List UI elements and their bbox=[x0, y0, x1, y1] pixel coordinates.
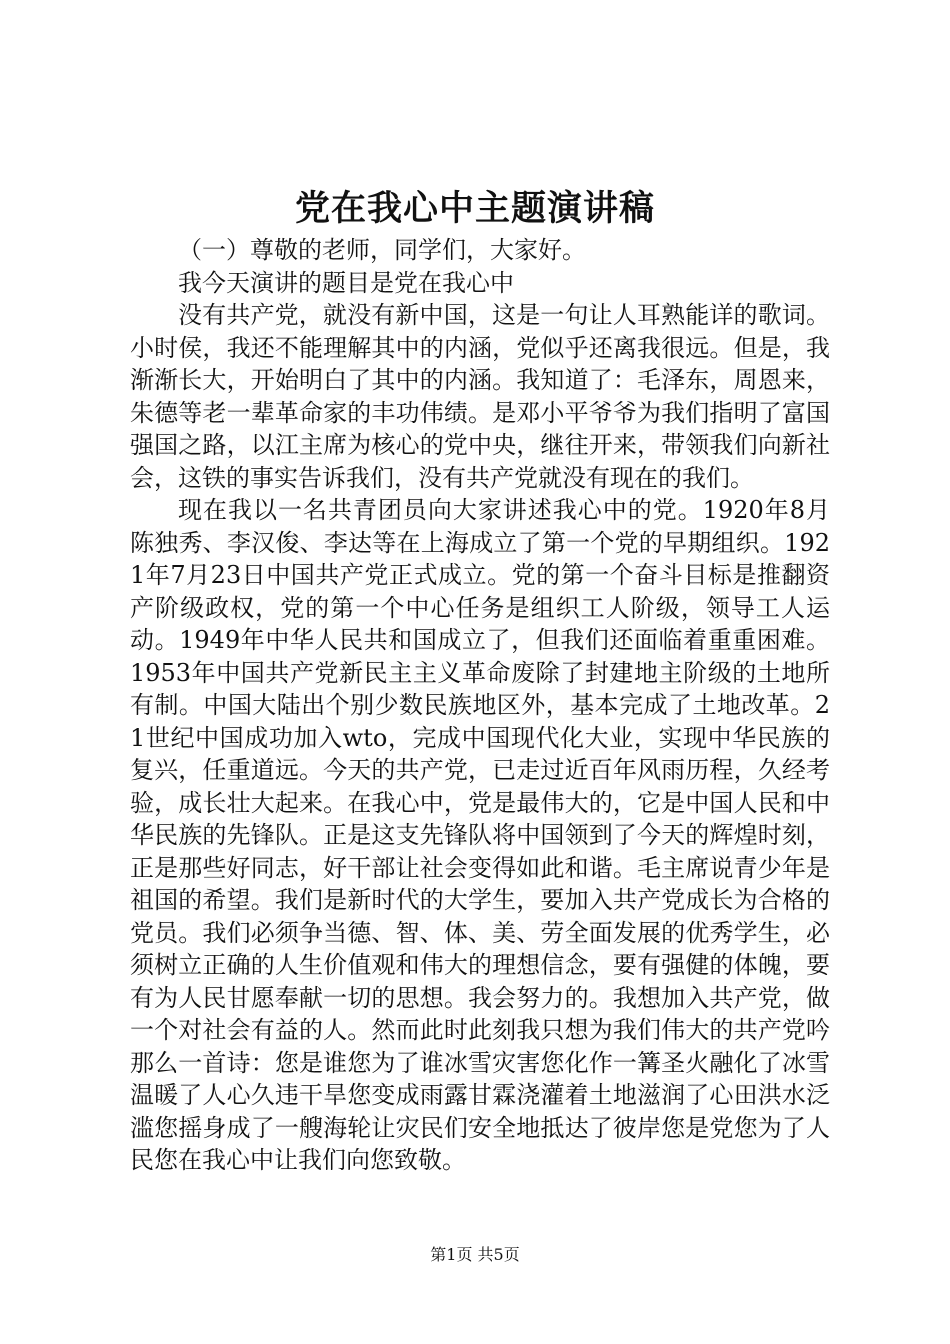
document-title: 党在我心中主题演讲稿 bbox=[294, 188, 655, 229]
document-body bbox=[130, 234, 830, 1177]
topic-paragraph: 我今天演讲的题目是党在我心中 bbox=[178, 268, 514, 297]
body-paragraph-1: 没有共产党，就没有新中国，这是一句让人耳熟能详的歌词。小时侯，我还不能理解其中的内涵，党似乎还离我很远。但是，我渐渐长大，开始明白了其中的内涵。我知道了：毛泽东，周恩来，朱德等老一辈革命家的丰功伟绩。是邓小平爷爷为我们指明了富国强国之路，以江主席为核心的党中央，继往开来，带领我们向新社会，这铁的事实告诉我们，没有共产党就没有现在的我们。 bbox=[130, 301, 830, 492]
body-paragraph-2: 现在我以一名共青团员向大家讲述我心中的党。1920年8月陈独秀、李汉俊、李达等在上海成立了第一个党的早期组织。1921年7月23日中国共产党正式成立。党的第一个奋斗目标是推翻资产阶级政权，党的第一个中心任务是组织工人阶级，领导工人运动。1949年中华人民共和国成立了，但我们还面临着重重困难。1953年中国共产党新民主主义革命废除了封建地主阶级的土地所有制。中国大陆出个别少数民族地区外，基本完成了土地改革。21世纪中国成功加入wto，完成中国现代化大业，实现中华民族的复兴，任重道远。今天的共产党，已走过近百年风雨历程，久经考验，成长壮大起来。在我心中，党是最伟大的，它是中国人民和中华民族的先锋队。正是这支先锋队将中国领到了今天的辉煌时刻，正是那些好同志，好干部让社会变得如此和谐。毛主席说青少年是祖国的希望。我们是新时代的大学生，要加入共产党成长为合格的党员。我们必须争当德、智、体、美、劳全面发展的优秀学生，必须树立正确的人生价值观和伟大的理想信念，要有强健的体魄，要有为人民甘愿奉献一切的思想。我会努力的。我想加入共产党，做一个对社会有益的人。然而此时此刻我只想为我们伟大的共产党吟那么一首诗：您是谁您为了谁冰雪灾害您化作一篝圣火融化了冰雪温暖了人心久违干旱您变成雨露甘霖浇灌着土地滋润了心田洪水泛滥您摇身成了一艘海轮让灾民们安全地抵达了彼岸您是党您为了人民您在我心中让我们向您致敬。 bbox=[130, 496, 830, 1174]
page-footer: 第1页 共5页 bbox=[430, 1245, 520, 1264]
greeting-paragraph: （一）尊敬的老师，同学们，大家好。 bbox=[178, 236, 586, 264]
